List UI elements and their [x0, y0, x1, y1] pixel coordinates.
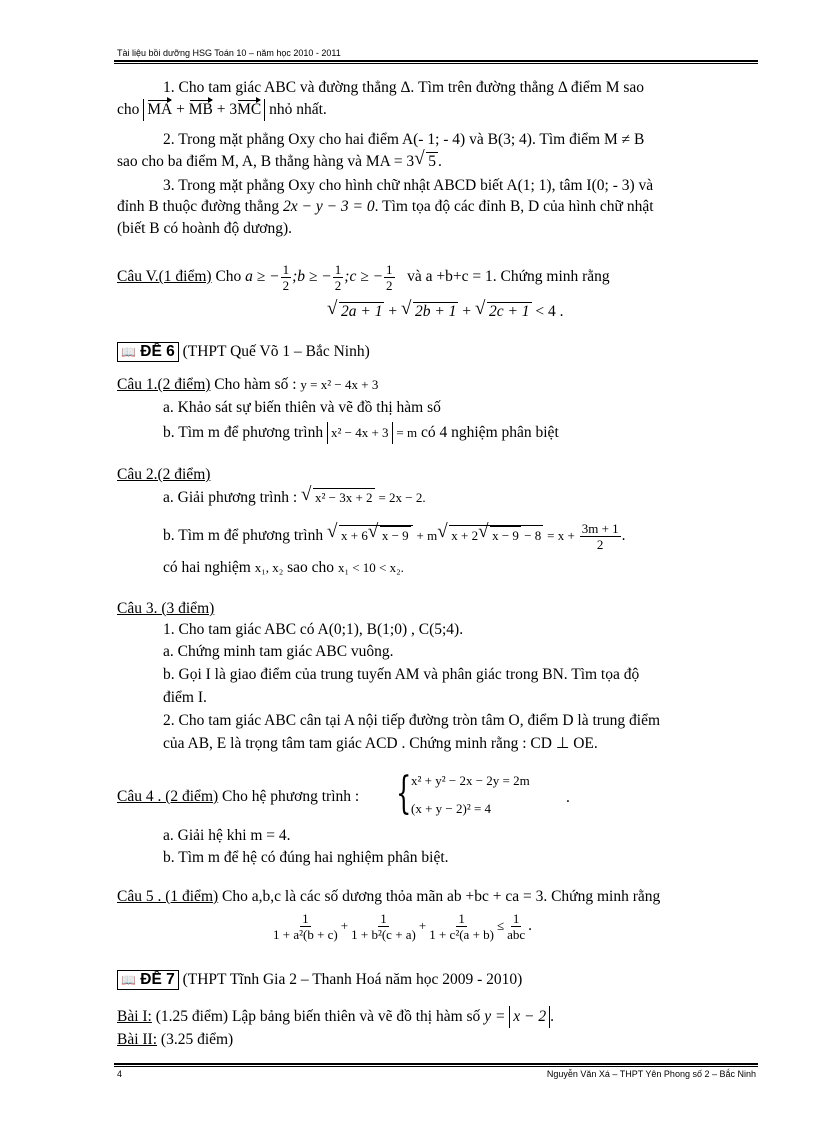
bai2-label: Bài II: [117, 1031, 158, 1048]
system-eq-1: x² + y² − 2x − 2y = 2m [411, 773, 530, 788]
cond-a: a ≥ − [245, 268, 280, 286]
sqrt-2a1: √ 2a + 1 [328, 302, 384, 322]
cau5-line [117, 887, 660, 907]
cau-v-inequality: √ 2a + 1 + √ 2b + 1 + √ 2c + 1 < 4 . [327, 302, 564, 322]
footer-rule-thin [114, 1066, 758, 1067]
cau1-b-post: có 4 nghiệm phân biệt [421, 424, 559, 441]
cau5-frac-3: $\frac{1}{\text{1 + c²(a + b)}}$ [429, 910, 494, 942]
book-icon: 📖 [121, 973, 136, 987]
frac-half-b: $\frac{1}{2}$ [334, 262, 342, 293]
cau5-frac-rhs: $\frac{1}{\text{abc}}$ [507, 910, 526, 942]
cau1-text: Cho hàm số : [214, 376, 297, 393]
problem-3-line-3: (biết B có hoành độ dương). [117, 220, 293, 237]
problem-2-text: sao cho ba điểm M, A, B thẳng hàng và MA = 3 [117, 153, 415, 170]
running-header: Tài liệu bồi dưỡng HSG Toán 10 – năm học 2010 - 2011 [117, 48, 341, 58]
header-rule [114, 60, 758, 62]
cau1-b-abs: x² − 4x + 3 [327, 422, 393, 444]
bai1-fn-pre: y = [484, 1008, 506, 1025]
cau2-b: b. Tìm m để phương trình √ x + 6√ x − 9 + m√ x + 2√ x − 9 − 8 = x + $\frac{3m + 1}{2}$ . [163, 521, 626, 552]
problem-3-line-1: 3. Trong mặt phẳng Oxy cho hình chữ nhật ABCD biết A(1; 1), tâm I(0; - 3) và [163, 177, 654, 194]
sqrt-2b1: √ 2b + 1 [402, 302, 458, 322]
cau3-label: Câu 3. (3 điểm) [117, 600, 215, 617]
cau2-a-sqrt: √ x² − 3x + 2 [302, 488, 375, 508]
vector-mb: MB [189, 99, 213, 121]
sqrt-5: √ 5 [415, 152, 438, 172]
system-eq-2: (x + y − 2)² = 4 [411, 801, 492, 816]
problem-1-cho: cho [117, 101, 140, 118]
cau-v-tail: và a +b+c = 1. Chứng minh rằng [407, 268, 610, 286]
cau2-b-frac: $\frac{3m + 1}{2}$ [581, 521, 619, 552]
cau2-a-post: = 2x − 2. [378, 490, 426, 505]
footer-rule [114, 1063, 758, 1065]
cau4-a: a. Giải hệ khi m = 4. [163, 827, 291, 844]
frac-half-a: $\frac{1}{2}$ [282, 262, 290, 293]
cau2-b-mid: + m [416, 528, 438, 544]
cau2-b-sqrt-2: √ x + 2√ x − 9 − 8 [438, 525, 543, 546]
header-rule-thin [114, 63, 758, 64]
bai1-fn-abs: x − 2 [509, 1006, 550, 1028]
vector-sum-abs: MA + MB + 3MC [143, 99, 265, 121]
page-number: 4 [117, 1069, 123, 1079]
bai1-text: (1.25 điểm) Lập bảng biến thiên và vẽ đồ thị hàm số [155, 1008, 481, 1025]
cau-v-line-1 [117, 262, 610, 293]
cau-v-cho: Cho [215, 268, 242, 286]
cau1-b-pre: b. Tìm m để phương trình [163, 424, 324, 441]
vector-ma: MA [147, 99, 172, 121]
cau2-a [163, 488, 426, 508]
system-dot: . [566, 789, 570, 806]
cond-c: ;c ≥ − [344, 268, 384, 286]
cau2-c-mid: sao cho [287, 559, 335, 576]
problem-2-line-1: 2. Trong mặt phẳng Oxy cho hai điểm A(- 1; - 4) và B(3; 4). Tìm điểm M ≠ B [163, 131, 645, 148]
problem-3-line-2 [117, 197, 654, 217]
cau2-b-sqrt-1: √ x + 6√ x − 9 [328, 525, 413, 546]
cau2-c-vars: x₁, x₂ [254, 560, 284, 575]
cau3-b-line-1: b. Gọi I là giao điểm của trung tuyến AM và phân giác trong BN. Tìm tọa độ [163, 666, 640, 683]
cau2-b-eq: = x + [547, 528, 575, 544]
cau1-a: a. Khảo sát sự biến thiên và vẽ đồ thị hàm số [163, 399, 441, 416]
footer-author: Nguyễn Văn Xá – THPT Yên Phong số 2 – Bắc Ninh [546, 1069, 756, 1079]
cau5-inequality: $\frac{1}{\text{1 + a²(b + c)}}$ + $\frac{1}{\text{1 + b²(c + a)}}$ + $\frac{1}{\text{1 + c²(a + b)}}$ ≤ $\frac{1}{\text{abc}}$ . [273, 910, 533, 942]
cau5-frac-2: $\frac{1}{\text{1 + b²(c + a)}}$ [351, 910, 416, 942]
problem-2-line-2: sao cho ba điểm M, A, B thẳng hàng và MA = 3√ 5 . [117, 152, 442, 172]
cond-b: ;b ≥ − [292, 268, 332, 286]
coef-3: 3 [229, 101, 238, 118]
cau5-frac-1: $\frac{1}{\text{1 + a²(b + c)}}$ [273, 910, 338, 942]
cau2-label: Câu 2.(2 điểm) [117, 466, 211, 483]
cau2-c-pre: có hai nghiệm [163, 559, 251, 576]
cau2-b-inner-sqrt-1: √ x − 9 [369, 526, 411, 544]
cau5-text: Cho a,b,c là các số dương thỏa mãn ab +bc + ca = 3. Chứng minh rằng [222, 888, 661, 905]
de6-heading [117, 342, 370, 362]
cau1-b-eq: = m [396, 425, 418, 440]
cau3-b-line-2: điểm I. [163, 689, 207, 706]
problem-1-tail: nhỏ nhất. [269, 101, 327, 118]
bai1-label: Bài I: [117, 1008, 152, 1025]
cau1-label: Câu 1.(2 điểm) [117, 376, 211, 393]
bai1: Bài I: (1.25 điểm) Lập bảng biến thiên và vẽ đồ thị hàm số y = x − 2 . [117, 1006, 554, 1028]
de7-badge: 📖 ĐỀ 7 [117, 970, 179, 990]
cau3-1: 1. Cho tam giác ABC có A(0;1), B(1;0) , C(5;4). [163, 621, 464, 638]
cau2-a-pre: a. Giải phương trình : [163, 489, 298, 506]
system-brace: { [396, 768, 412, 819]
de7-heading [117, 970, 522, 990]
cau2-c [163, 558, 404, 578]
problem-1-line-2 [117, 99, 327, 121]
cau1-b [163, 422, 559, 444]
ineq-end: < 4 . [535, 303, 564, 320]
cau4-label: Câu 4 . (2 điểm) [117, 788, 219, 805]
de6-school: (THPT Quế Võ 1 – Bắc Ninh) [182, 343, 370, 360]
sqrt-2c1: √ 2c + 1 [476, 302, 532, 322]
cau-v-label: Câu V.(1 điểm) [117, 268, 212, 286]
book-icon: 📖 [121, 345, 136, 359]
problem-1-line-1: 1. Cho tam giác ABC và đường thẳng Δ. Tìm trên đường thẳng Δ điểm M sao [163, 79, 645, 96]
cau1-function: y = x² − 4x + 3 [300, 377, 379, 392]
cau4-text: Cho hệ phương trình : [222, 788, 360, 805]
vector-mc: MC [237, 99, 261, 121]
cau3-2-line-1: 2. Cho tam giác ABC cân tại A nội tiếp đường tròn tâm O, điểm D là trung điểm [163, 712, 661, 729]
bai2 [117, 1030, 233, 1050]
cau2-c-ineq: x₁ < 10 < x₂. [337, 560, 404, 575]
cau3-a: a. Chứng minh tam giác ABC vuông. [163, 643, 394, 660]
de7-school: (THPT Tĩnh Gia 2 – Thanh Hoá năm học 2009 - 2010) [182, 971, 523, 988]
cau2-b-inner-sqrt-2: √ x − 9 [479, 526, 521, 544]
cau2-b-pre: b. Tìm m để phương trình [163, 527, 324, 545]
problem-3-pre: đỉnh B thuộc đường thẳng [117, 198, 280, 215]
cau4-line [117, 787, 359, 807]
bai2-text: (3.25 điểm) [160, 1031, 234, 1048]
de6-cau1 [117, 375, 378, 395]
de6-badge: 📖 ĐỀ 6 [117, 342, 179, 362]
line-equation: 2x − y − 3 = 0 [283, 198, 375, 215]
frac-half-c: $\frac{1}{2}$ [386, 262, 393, 293]
problem-3-post: . Tìm tọa độ các đỉnh B, D của hình chữ nhật [374, 198, 654, 215]
cau4-b: b. Tìm m để hệ có đúng hai nghiệm phân biệt. [163, 849, 449, 866]
cau5-label: Câu 5 . (1 điểm) [117, 888, 219, 905]
cau3-2-line-2: của AB, E là trọng tâm tam giác ACD . Chứng minh rằng : CD ⊥ OE. [163, 735, 598, 752]
